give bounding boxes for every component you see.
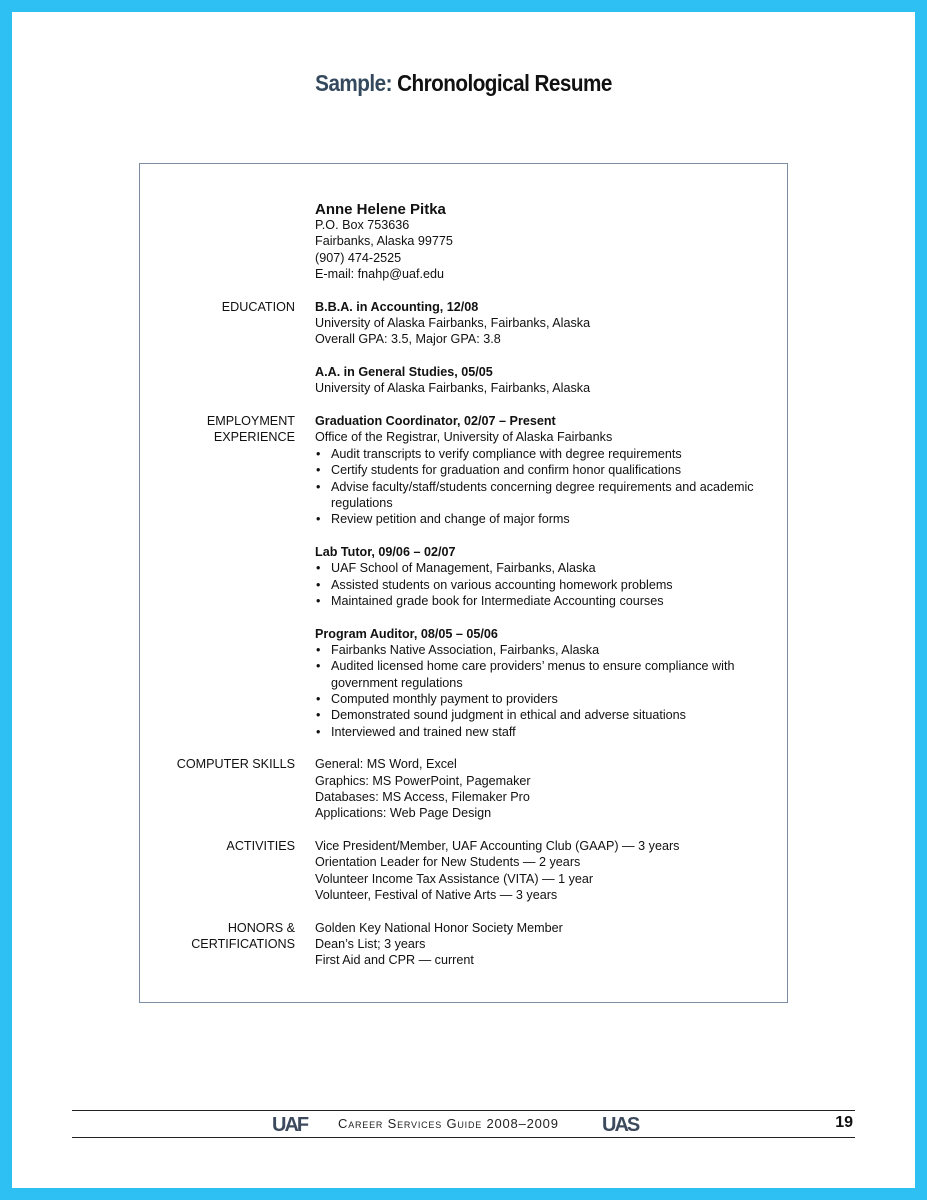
entry-line: Office of the Registrar, University of Alaska Fairbanks [315,430,613,445]
title-main: Chronological Resume [397,70,612,96]
entry-line: Volunteer, Festival of Native Arts — 3 years [315,888,558,903]
contact-line: (907) 474-2525 [315,250,402,265]
section-label-line: EDUCATION [221,299,295,314]
contact-block [315,200,787,282]
contact-line: Fairbanks, Alaska 99775 [315,234,453,249]
bullet-item: • Audited licensed home care providers’ menus to ensure compliance with government regulations [315,658,787,691]
resume-section [140,920,787,969]
resume-section [140,838,787,903]
entry [315,544,787,609]
footer [72,1110,855,1138]
section-label [140,920,315,969]
section-label-line: COMPUTER SKILLS [176,757,295,772]
bullet-item: • Advise faculty/staff/students concerning degree requirements and academic regulations [315,479,787,512]
footer-guide-title: Career Services Guide 2008–2009 [338,1116,559,1131]
entry [315,364,787,397]
page-title [57,70,870,97]
section-content [315,413,787,740]
bullet-item: • Interviewed and trained new staff [315,724,787,740]
section-label [140,413,315,740]
entry [315,413,787,527]
entry-line: University of Alaska Fairbanks, Fairbanks, Alaska [315,381,591,396]
entry-line: Overall GPA: 3.5, Major GPA: 3.8 [315,332,501,347]
entry-line: Applications: Web Page Design [315,806,492,821]
page-number: 19 [835,1114,853,1131]
entry-line: Golden Key National Honor Society Member [315,920,563,935]
entry-line: Vice President/Member, UAF Accounting Club (GAAP) — 3 years [315,839,680,854]
section-label-line: HONORS & [227,920,295,935]
entry-line: Graphics: MS PowerPoint, Pagemaker [315,773,531,788]
resume-section [140,756,787,821]
resume-section [140,299,787,397]
bullet-item: • UAF School of Management, Fairbanks, Alaska [315,560,787,576]
resume-name: Anne Helene Pitka [315,201,446,218]
uas-logo: UAS [602,1114,639,1136]
bullet-item: • Computed monthly payment to providers [315,691,787,707]
bullet-item: • Maintained grade book for Intermediate Accounting courses [315,593,787,609]
bullet-item: • Demonstrated sound judgment in ethical and adverse situations [315,707,787,723]
resume [140,200,787,985]
entry [315,920,787,969]
entry-line: Volunteer Income Tax Assistance (VITA) — 1 year [315,871,594,886]
section-label [140,756,315,821]
contact-header [140,200,787,282]
entry-line: General: MS Word, Excel [315,757,457,772]
section-content [315,838,787,903]
entry-heading: Graduation Coordinator, 02/07 – Present [315,414,556,429]
section-content [315,756,787,821]
uaf-logo: UAF [272,1114,308,1136]
section-label-line: ACTIVITIES [226,839,295,854]
entry-heading: A.A. in General Studies, 05/05 [315,365,493,380]
entry-heading: Lab Tutor, 09/06 – 02/07 [315,544,456,559]
bullet-item: • Assisted students on various accounting homework problems [315,577,787,593]
section-content [315,299,787,397]
entry-line: Dean’s List; 3 years [315,937,426,952]
entry [315,756,787,821]
section-label-line: CERTIFICATIONS [191,937,295,952]
title-prefix: Sample: [315,70,392,96]
page [12,12,915,1188]
resume-box [139,163,788,1003]
entry-line: University of Alaska Fairbanks, Fairbanks, Alaska [315,316,591,331]
entry-line: Orientation Leader for New Students — 2 years [315,855,581,870]
entry [315,299,787,348]
bullet-item: • Fairbanks Native Association, Fairbanks, Alaska [315,642,787,658]
contact-line: E-mail: fnahp@uaf.edu [315,267,444,282]
entry-line: First Aid and CPR — current [315,953,474,968]
section-label-line: EXPERIENCE [213,430,295,445]
section-label [140,838,315,903]
contact-line: P.O. Box 753636 [315,218,410,232]
entry-heading: B.B.A. in Accounting, 12/08 [315,299,479,314]
entry-line: Databases: MS Access, Filemaker Pro [315,790,530,805]
bullet-item: • Certify students for graduation and confirm honor qualifications [315,462,787,478]
entry [315,626,787,740]
label-spacer [140,200,315,282]
section-label-line: EMPLOYMENT [206,414,295,429]
bullet-item: • Review petition and change of major forms [315,511,787,527]
bullet-item: • Audit transcripts to verify compliance with degree requirements [315,446,787,462]
section-content [315,920,787,969]
entry-heading: Program Auditor, 08/05 – 05/06 [315,626,498,641]
entry [315,838,787,903]
section-label [140,299,315,397]
resume-section [140,413,787,740]
